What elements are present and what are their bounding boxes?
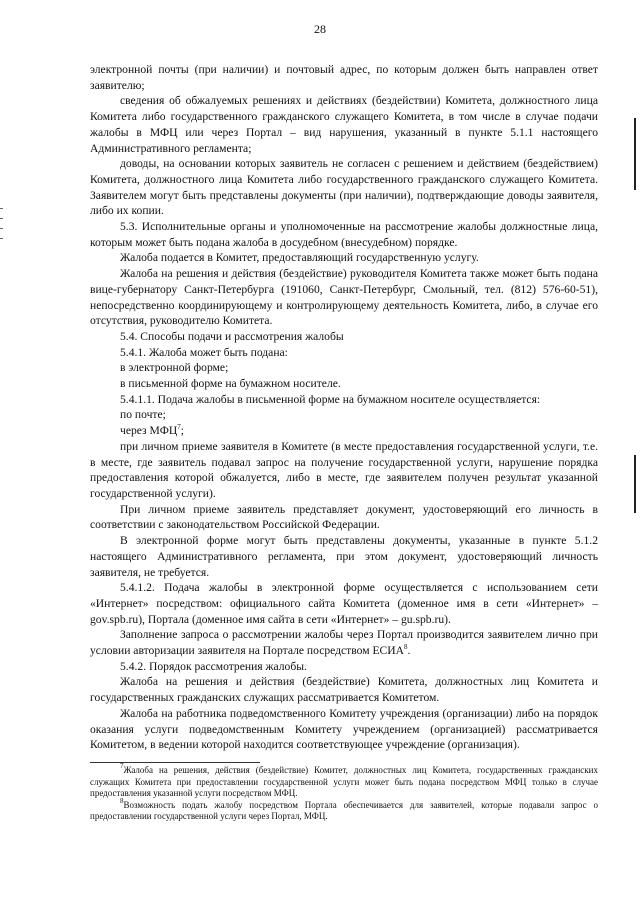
section-heading-5-4-2: 5.4.2. Порядок рассмотрения жалобы. [120, 659, 307, 673]
list-item: в письменной форме на бумажном носителе. [120, 377, 341, 391]
paragraph: При личном приеме заявитель представляет документ, удостоверяющий его личность в соответствии с законодательством Российской Федерации. [90, 502, 598, 532]
footnotes [90, 762, 598, 823]
footnote-7 [90, 762, 598, 800]
footnote-text: Жалоба на решения, действия (бездействие) Комитет, должностных лиц Комитета, государственных гражданских служащих Комитета при предоставлении государственной услуги может быть подана посредством МФЦ только в случае предоставления указанной услуги посредством МФЦ. [90, 765, 598, 798]
paragraph: 5.4.1.2. Подача жалобы в электронной форме осуществляется с использованием сети «Интернет» посредством: официального сайта Комитета (доменное имя в сети «Интернет» – gov.spb.ru), Портала (доменное имя сайта в сети «Интернет» – gu.spb.ru). [90, 581, 598, 626]
section-heading-5-4: 5.4. Способы подачи и рассмотрения жалобы [120, 329, 344, 343]
list-item [90, 423, 598, 439]
paragraph: Жалоба на решения и действия (бездействие) Комитета, должностных лиц Комитета и государственных гражданских служащих рассматривается Комитетом. [90, 675, 598, 705]
punctuation: . [407, 644, 411, 658]
paragraph: 5.4.1.1. Подача жалобы в письменной форме на бумажном носителе осуществляется: [120, 392, 541, 406]
scan-edge-tick [0, 228, 3, 229]
punctuation: ; [180, 424, 184, 438]
footnote-marker: 8 [120, 796, 124, 805]
paragraph: при личном приеме заявителя в Комитете (в месте предоставления государственной услуги, т.е. в месте, где заявитель подавал запрос на получение государственной услуги, нарушение порядка предоставления которой обжалуется, либо в месте, где заявителем получен результат указанной государственной услуги). [90, 439, 598, 500]
footnote-8 [90, 796, 598, 823]
list-item: в электронной форме; [120, 361, 229, 375]
paragraph: Жалоба на работника подведомственного Комитету учреждения (организации) либо на порядок оказания услуги подведомственным Комитету учреждением (организацией) рассматривается Комитетом, в ведении которой находится соответствующее учреждение (организация). [90, 706, 598, 752]
scan-edge-tick [0, 208, 3, 209]
scan-margin-mark [634, 455, 636, 513]
scan-edge-tick [0, 238, 3, 239]
paragraph: электронной почты (при наличии) и почтовый адрес, по которым должен быть направлен ответ заявителю; [90, 63, 598, 92]
paragraph: доводы, на основании которых заявитель не согласен с решением и действием (бездействием) Комитета, должностного лица Комитета либо государственного гражданского служащего Комитета. Заявителем могут быть представлены документы (при наличии), подтверждающие доводы заявителя, либо их копии. [90, 157, 598, 218]
paragraph: 5.4.1. Жалоба может быть подана: [120, 345, 288, 359]
paragraph: Жалоба подается в Комитет, предоставляющий государственную услугу. [120, 251, 479, 265]
scan-margin-mark [634, 118, 636, 190]
footnote-divider [90, 762, 260, 763]
footnote-marker: 7 [120, 762, 124, 770]
paragraph-text: Заполнение запроса о рассмотрении жалобы через Портал производится заявителем лично при условии авторизации заявителя на Портале посредством ЕСИА [90, 628, 598, 658]
section-heading-5-3: 5.3. Исполнительные органы и уполномоченные на рассмотрение жалобы должностные лица, которым может быть подана жалоба в досудебном (внесудебном) порядке. [90, 220, 598, 249]
footnote-text: Возможность подать жалобу посредством Портала обеспечивается для заявителей, которые подавали запрос о предоставлении государственной услуги через Портал, МФЦ. [90, 799, 598, 821]
page-number: 28 [314, 22, 326, 36]
paragraph: сведения об обжалуемых решениях и действиях (бездействии) Комитета, должностного лица Комитета либо государственного гражданского служащего Комитета, в том числе в случае подачи жалобы в МФЦ или через Портал – вид нарушения, указанный в пункте 5.1.1 настоящего Административного регламента; [90, 94, 598, 155]
paragraph [90, 627, 598, 658]
scan-edge-tick [0, 218, 3, 219]
footnote-ref-7: 7 [177, 423, 181, 432]
paragraph-text: через МФЦ [120, 424, 178, 438]
list-item: по почте; [120, 408, 166, 422]
paragraph: Жалоба на решения и действия (бездействие) руководителя Комитета также может быть подана вице-губернатору Санкт-Петербурга (191060, Санкт-Петербург, Смольный, тел. (812) 576-60-51), непосредственно координирующему и контролирующему деятельность Комитета, либо, в случае его отсутствия, руководителю Комитета. [90, 267, 598, 328]
footnote-ref-8: 8 [404, 643, 408, 652]
document-body [90, 62, 598, 753]
paragraph: В электронной форме могут быть представлены документы, указанные в пункте 5.1.2 настоящего Административного регламента, при этом документ, удостоверяющий личность заявителя, не требуется. [90, 534, 598, 579]
